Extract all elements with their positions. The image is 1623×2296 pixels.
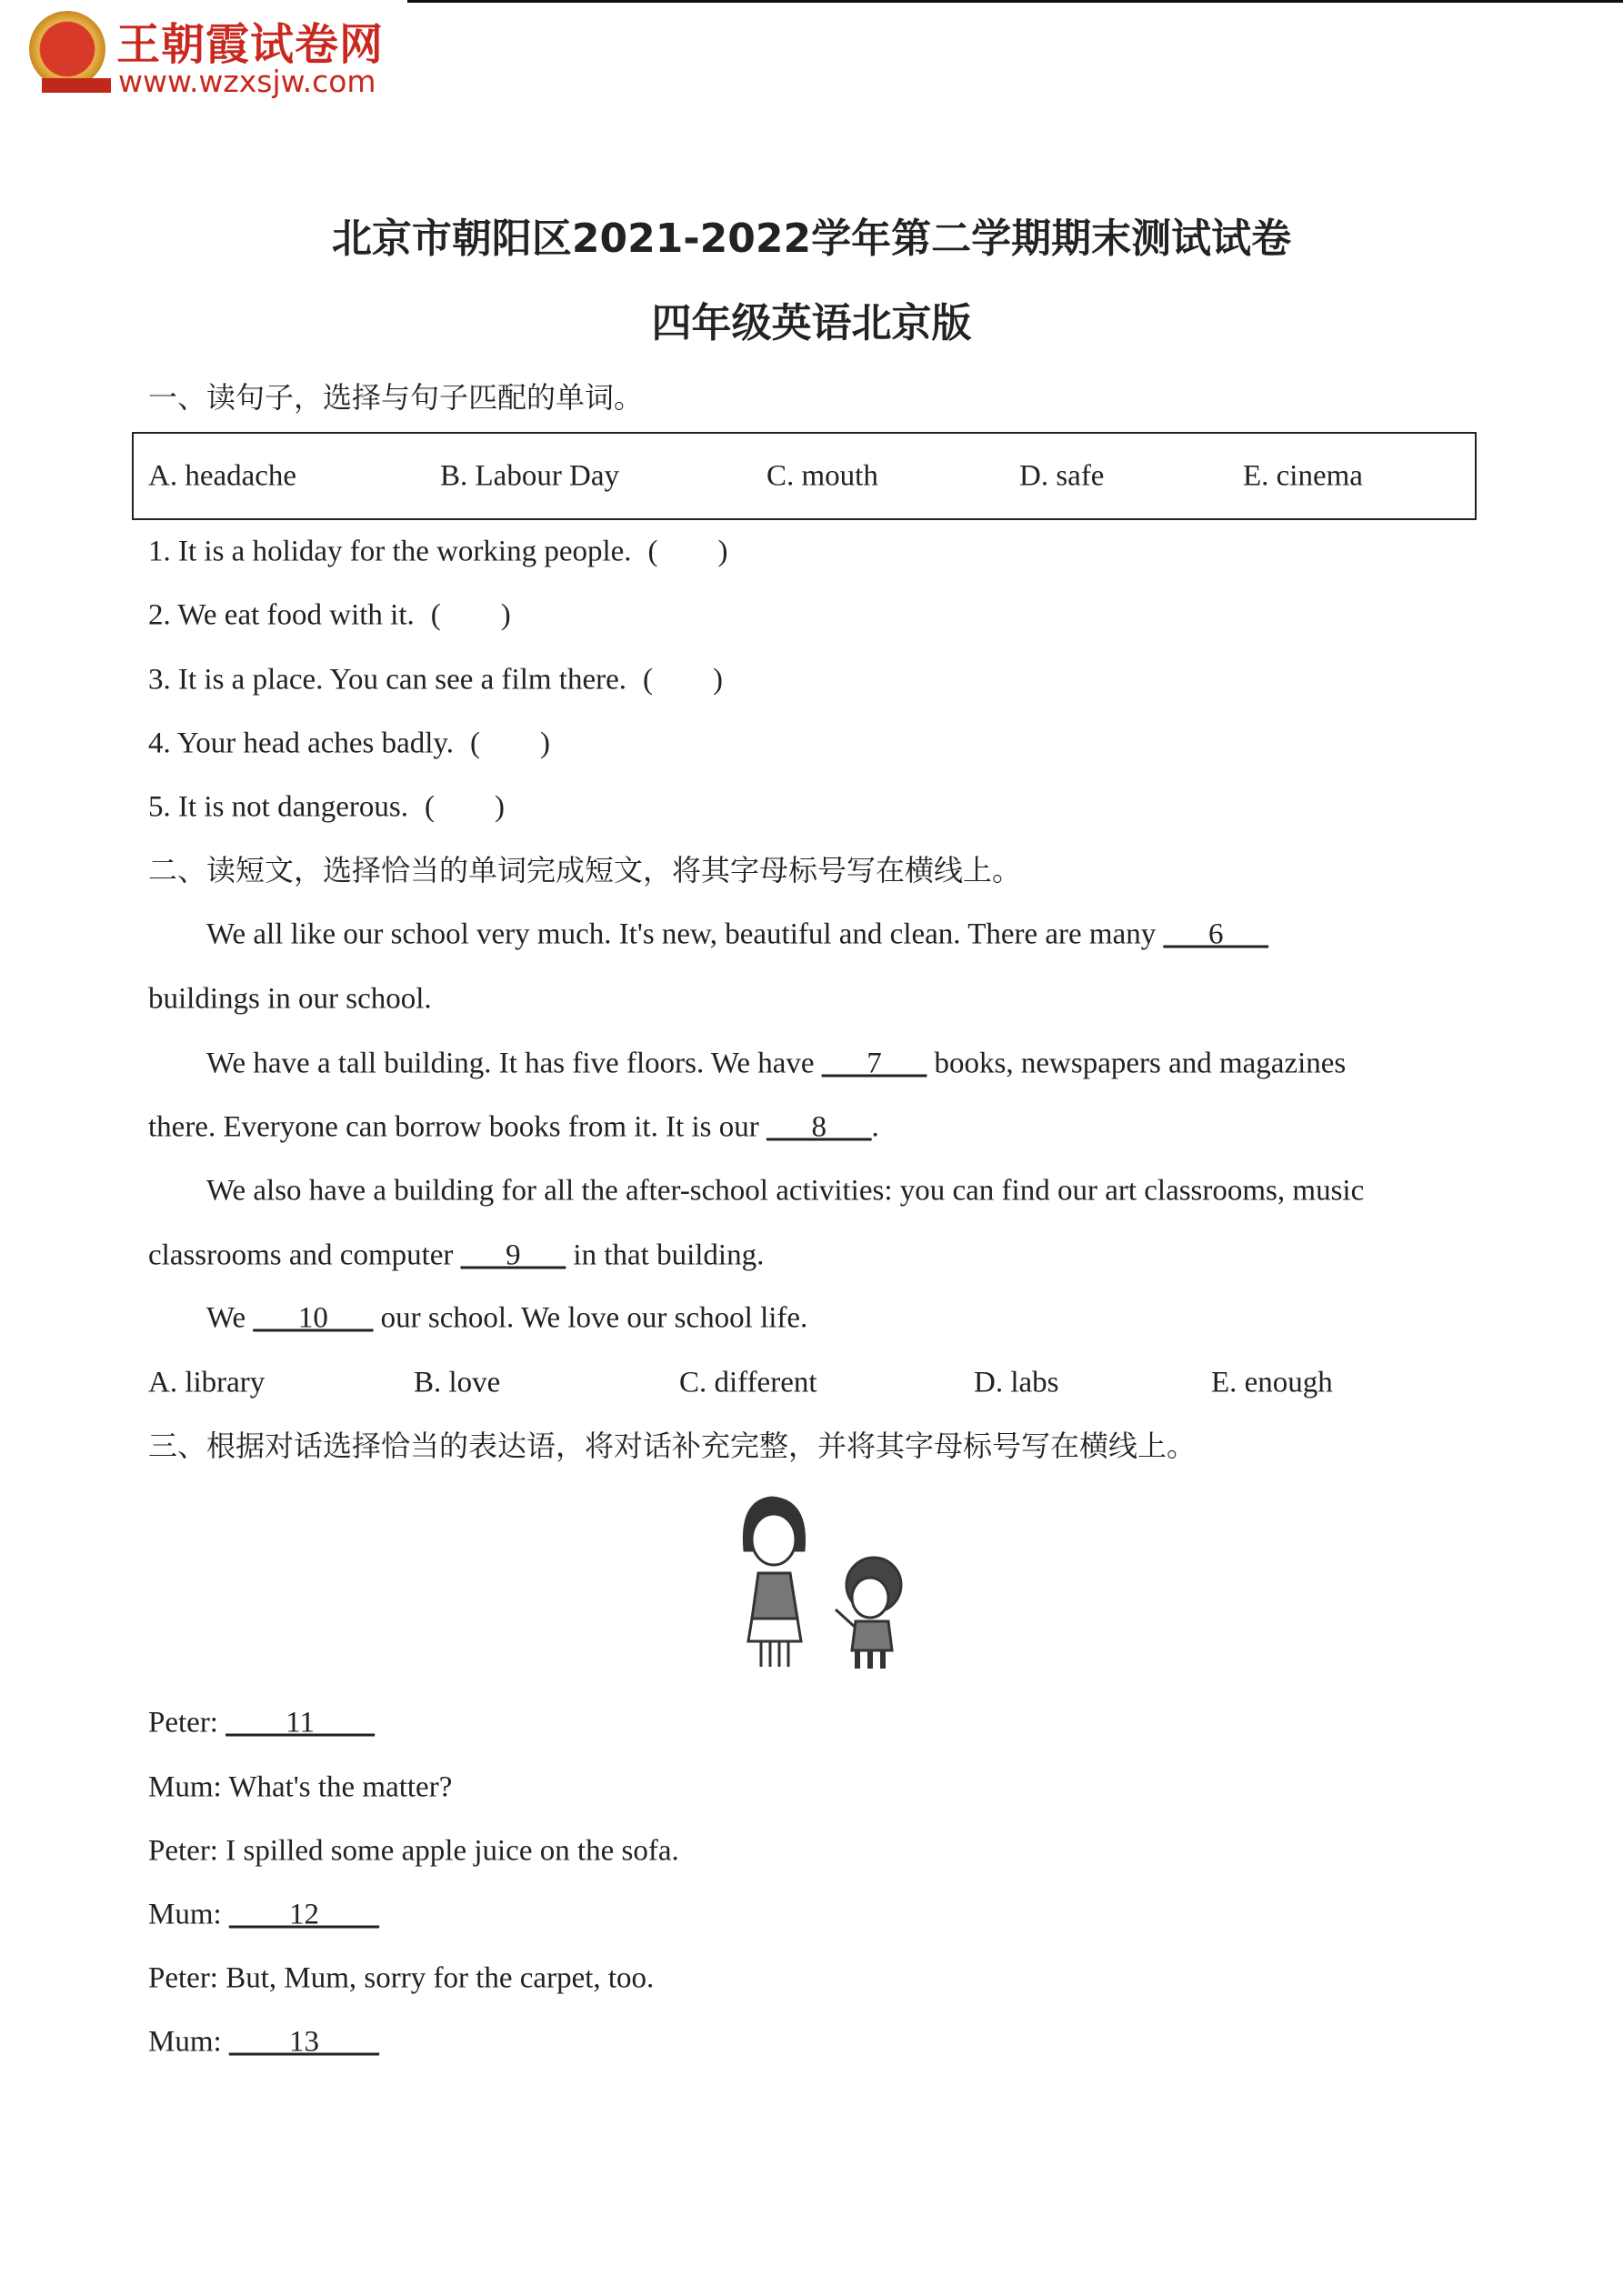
passage-option: E. enough (1211, 1366, 1333, 1399)
passage-text: there. Everyone can borrow books from it. It is our (148, 1110, 766, 1144)
logo-ribbon-icon (42, 78, 111, 93)
page-subtitle: 四年级英语北京版 (651, 300, 972, 346)
answer-parens[interactable]: ( ) (647, 535, 728, 568)
question-5 (148, 790, 505, 824)
blank-9[interactable]: ___9___ (460, 1238, 566, 1272)
word-option: B. Labour Day (440, 459, 620, 493)
site-logo[interactable] (25, 7, 407, 103)
answer-parens[interactable]: ( ) (470, 727, 551, 760)
passage-text: books, newspapers and magazines (927, 1047, 1347, 1080)
passage-option: B. love (414, 1366, 501, 1399)
passage-option: A. library (148, 1366, 265, 1399)
question-2 (148, 598, 511, 632)
passage-text: classrooms and computer (148, 1238, 461, 1272)
blank-8[interactable]: ___8___ (766, 1110, 872, 1144)
dialogue-line (148, 1834, 679, 1868)
passage-option: D. labs (974, 1366, 1059, 1399)
section2-heading: 二、读短文，选择恰当的单词完成短文，将其字母标号写在横线上。 (148, 853, 1022, 887)
word-option: E. cinema (1243, 459, 1363, 493)
blank-10[interactable]: ___10___ (253, 1301, 374, 1335)
dialogue-line (148, 1770, 453, 1804)
girl-and-boy-illustration (717, 1487, 916, 1670)
passage-line (206, 1049, 1346, 1079)
blank-11[interactable]: ____11____ (225, 1706, 376, 1740)
answer-parens[interactable]: ( ) (424, 790, 505, 824)
passage-line: buildings in our school. (148, 982, 432, 1016)
speaker: Peter: (148, 1834, 226, 1868)
speaker: Mum: (148, 1898, 229, 1931)
blank-12[interactable]: ____12____ (228, 1898, 379, 1931)
passage-text: in that building. (566, 1238, 765, 1272)
question-text: 2. We eat food with it. (148, 598, 415, 632)
section3-heading: 三、根据对话选择恰当的表达语，将对话补充完整，并将其字母标号写在横线上。 (148, 1429, 1197, 1463)
girl-figure-icon (744, 1498, 804, 1667)
question-3 (148, 663, 723, 697)
dialogue-line (148, 2025, 379, 2059)
header-rule (407, 0, 1623, 3)
passage-text: our school. We love our school life. (373, 1301, 808, 1335)
passage-line (206, 917, 1268, 951)
word-option: D. safe (1019, 459, 1105, 493)
dialogue-text: But, Mum, sorry for the carpet, too. (225, 1961, 655, 1995)
boy-figure-icon (836, 1558, 901, 1669)
page-title: 北京市朝阳区2021-2022学年第二学期期末测试试卷 (331, 216, 1292, 262)
question-text: 1. It is a holiday for the working people. (148, 535, 632, 568)
question-1 (148, 537, 728, 567)
passage-line (206, 1301, 808, 1335)
passage-text: We have a tall building. It has five floors. We have (206, 1047, 822, 1080)
section1-heading: 一、读句子，选择与句子匹配的单词。 (148, 380, 644, 415)
logo-badge-icon (29, 11, 105, 87)
logo-name: 王朝霞试卷网 (116, 19, 385, 70)
speaker: Peter: (148, 1961, 226, 1995)
speaker: Peter: (148, 1706, 226, 1740)
word-option: A. headache (148, 459, 297, 493)
answer-parens[interactable]: ( ) (643, 663, 723, 697)
speaker: Mum: (148, 1770, 229, 1804)
question-text: 5. It is not dangerous. (148, 790, 408, 824)
blank-7[interactable]: ___7___ (821, 1047, 927, 1080)
logo-url: www.wzxsjw.com (118, 64, 376, 99)
question-text: 4. Your head aches badly. (148, 727, 455, 760)
passage-line (148, 1238, 765, 1272)
answer-parens[interactable]: ( ) (430, 598, 511, 632)
dialogue-text: I spilled some apple juice on the sofa. (225, 1834, 679, 1868)
passage-text: . (871, 1110, 879, 1144)
question-text: 3. It is a place. You can see a film there. (148, 663, 627, 697)
passage-line (148, 1110, 879, 1144)
question-4 (148, 729, 550, 759)
dialogue-line (148, 1900, 379, 1930)
speaker: Mum: (148, 2025, 229, 2059)
passage-text: We all like our school very much. It's new, beautiful and clean. There are many (206, 917, 1164, 951)
passage-text: We (206, 1301, 254, 1335)
blank-13[interactable]: ____13____ (228, 2025, 379, 2059)
word-option: C. mouth (766, 459, 878, 493)
dialogue-line (148, 1706, 376, 1740)
blank-6[interactable]: ___6___ (1163, 917, 1268, 951)
dialogue-line (148, 1961, 655, 1995)
passage-line: We also have a building for all the after-school activities: you can find our art classrooms, music (206, 1174, 1365, 1208)
dialogue-text: What's the matter? (228, 1770, 453, 1804)
passage-option: C. different (679, 1366, 817, 1399)
